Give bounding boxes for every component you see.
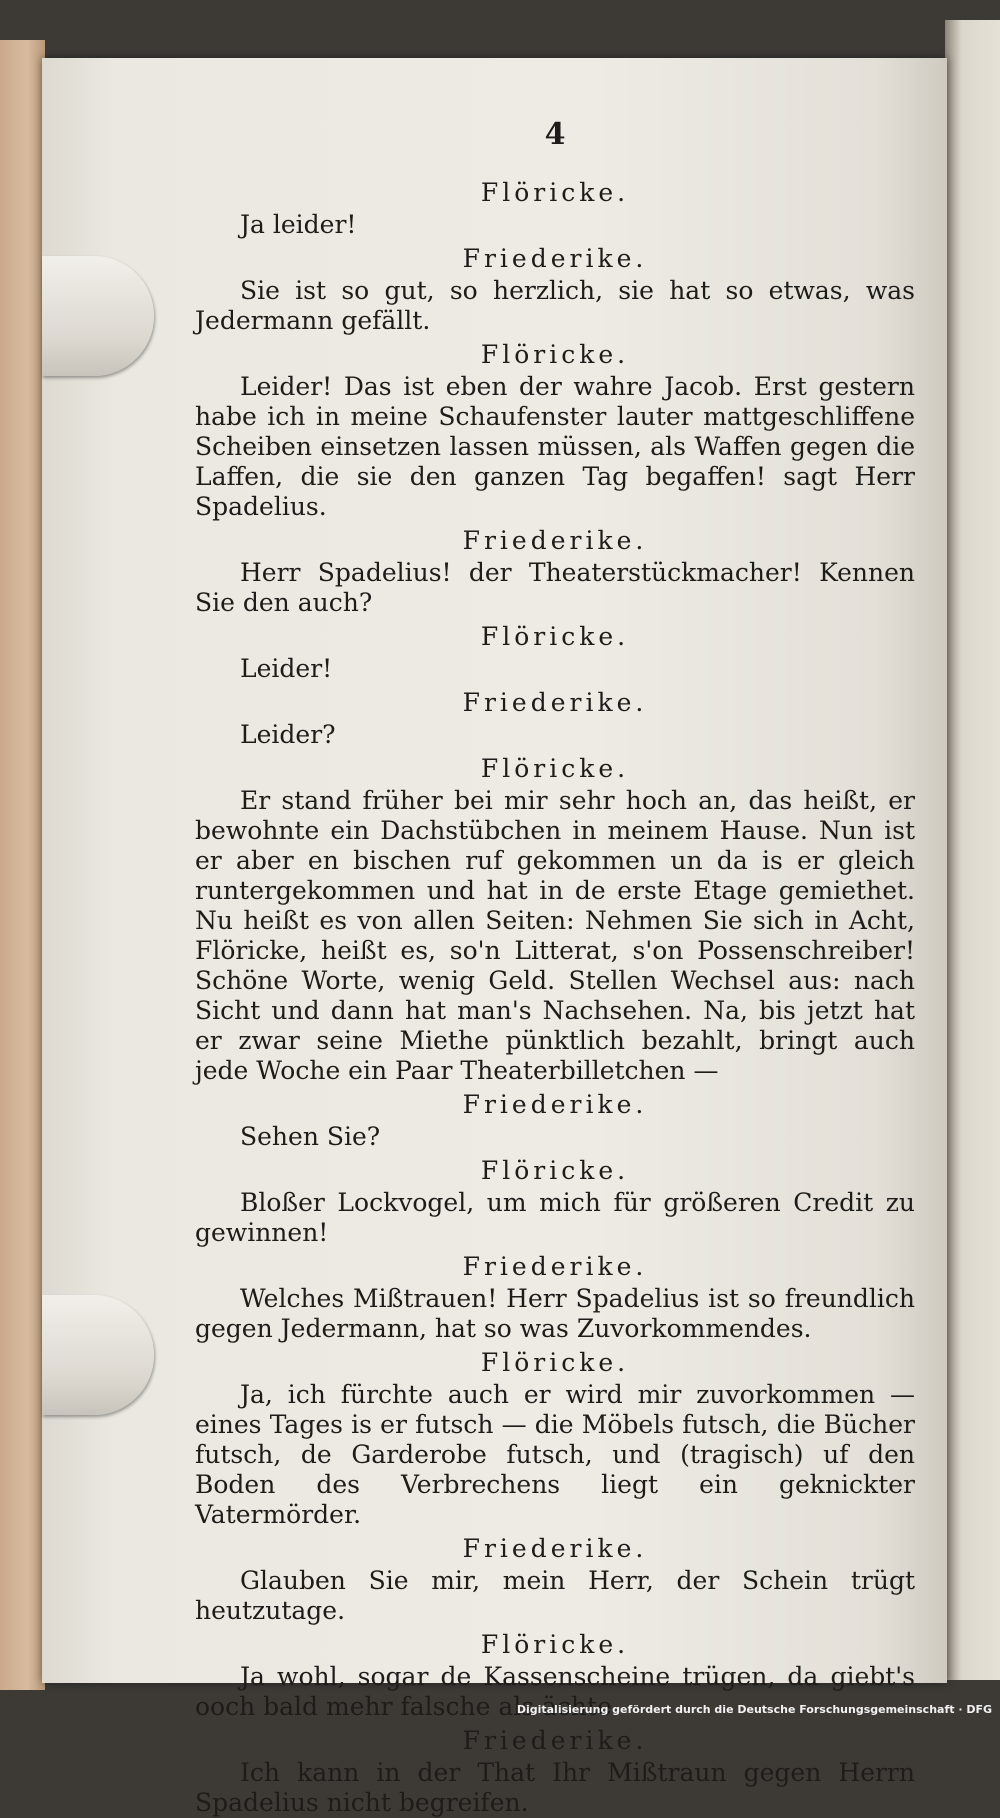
dialogue-line: Sehen Sie? [240, 1122, 381, 1151]
page-clip-bottom [42, 1295, 154, 1415]
dialogue-line: Ich kann in der That Ihr Mißtraun gegen Herrn Spadelius nicht begreifen. [195, 1758, 915, 1817]
speaker-name: Flöricke. [480, 178, 630, 207]
dialogue-line: Bloßer Lockvogel, um mich für größeren Credit zu gewinnen! [195, 1188, 915, 1247]
facing-page-edge [945, 20, 1000, 1680]
speaker-name: Flöricke. [480, 1156, 630, 1185]
dialogue-line: Ja leider! [240, 210, 357, 239]
dialogue-line: Ja wohl, sogar de Kassenscheine trügen, da giebt's ooch bald mehr falsche als ächte — [195, 1662, 915, 1721]
speaker-name: Flöricke. [480, 340, 630, 369]
dialogue-line: Er stand früher bei mir sehr hoch an, das heißt, er bewohnte ein Dachstübchen in meinem Hause. Nun ist er aber en bischen ruf gekommen un da is er gleich runtergekommen und hat in de erste Etage gemiethet. Nu heißt es von allen Seiten: Nehmen Sie sich in Acht, Flöricke, heißt es, so'n Litterat, s'on Possenschreiber! Schöne Worte, wenig Geld. Stellen Wechsel aus: nach Sicht und dann hat man's Nachsehen. Na, bis jetzt hat er zwar seine Miethe pünktlich bezahlt, bringt auch jede Woche ein Paar Theaterbilletchen — [195, 786, 915, 1085]
speaker-name: Friederike. [462, 1090, 648, 1119]
speaker-name: Friederike. [462, 688, 648, 717]
page-number: 4 [544, 117, 566, 152]
dialogue-line: Welches Mißtrauen! Herr Spadelius ist so freundlich gegen Jedermann, hat so was Zuvorkommendes. [195, 1284, 915, 1343]
dialogue-line: Glauben Sie mir, mein Herr, der Schein trügt heutzutage. [195, 1566, 915, 1625]
dialogue-line: Sie ist so gut, so herzlich, sie hat so etwas, was Jedermann gefällt. [195, 276, 915, 335]
speaker-name: Friederike. [462, 244, 648, 273]
dialogue-line: Leider! Das ist eben der wahre Jacob. Erst gestern habe ich in meine Schaufenster lauter mattgeschliffene Scheiben einsetzen lassen müssen, als Waffen gegen die Laffen, die sie den ganzen Tag begaffen! sagt Herr Spadelius. [195, 372, 915, 521]
dialogue-line: Herr Spadelius! der Theaterstückmacher! Kennen Sie den auch? [195, 558, 915, 617]
speaker-name: Friederike. [462, 1252, 648, 1281]
dialogue-line: Ja, ich fürchte auch er wird mir zuvorkommen — eines Tages is er futsch — die Möbels futsch, die Bücher futsch, de Garderobe futsch, und (tragisch) uf den Boden des Verbrechens liegt ein geknickter Vatermörder. [195, 1380, 915, 1529]
book-cover-edge [0, 40, 45, 1690]
speaker-name: Flöricke. [480, 622, 630, 651]
speaker-name: Friederike. [462, 1726, 648, 1755]
page-clip-top [42, 256, 154, 376]
digitization-footer: Digitalisierung gefördert durch die Deutsche Forschungsgemeinschaft · DFG [516, 1703, 992, 1716]
speaker-name: Flöricke. [480, 1348, 630, 1377]
speaker-name: Friederike. [462, 1534, 648, 1563]
speaker-name: Flöricke. [480, 1630, 630, 1659]
dialogue-line: Leider! [240, 654, 333, 683]
speaker-name: Friederike. [462, 526, 648, 555]
speaker-name: Flöricke. [480, 754, 630, 783]
dialogue-line: Leider? [240, 720, 336, 749]
page-text [195, 117, 915, 1818]
